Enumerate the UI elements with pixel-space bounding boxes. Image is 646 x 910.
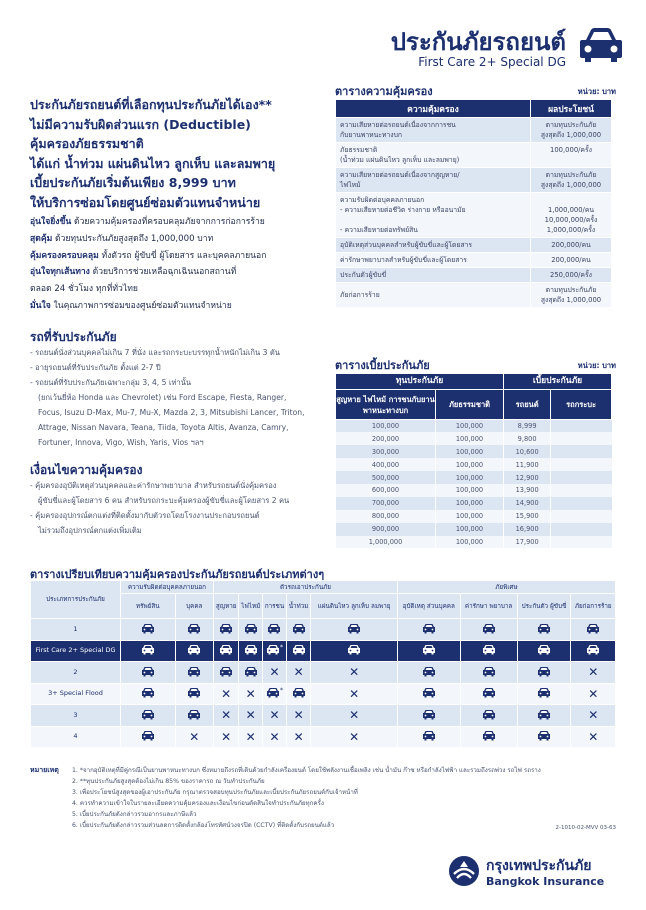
note-item: 6. เบี้ยประกันภัยดังกล่าวรวมส่วนลดการติดตั้งกล้องโทรทัศน์วงจรปิด (CCTV) ที่ติดตั้งกับรถยนต์แล้ว (72, 822, 335, 829)
benefit-point: ตลอด 24 ชั่วโมง ทุกที่ทั่วไทย (30, 284, 138, 295)
not-covered-x-icon: ✕ (263, 705, 287, 727)
premium-unit: หน่วย: บาท (577, 361, 616, 370)
covered-car-icon (175, 662, 213, 684)
premium-row (336, 523, 612, 536)
premium-cell: 13,900 (504, 484, 551, 497)
not-covered-x-icon: ✕ (286, 662, 310, 684)
coverage-title: ตารางความคุ้มครอง (335, 85, 433, 98)
conditions-list (30, 478, 325, 538)
comparison-row (31, 726, 616, 748)
premium-row (336, 510, 612, 523)
list-item: ผู้ขับขี่และผู้โดยสาร 6 คน สำหรับรถกระบะคุ้มครองผู้ขับขี่และผู้โดยสาร 2 คน (38, 495, 290, 505)
coverage-value: 250,000/ครั้ง (531, 268, 612, 283)
not-covered-x-icon: ✕ (213, 683, 238, 705)
coverage-row (336, 118, 612, 143)
covered-car-icon (239, 619, 263, 641)
benefit-point: สุดคุ้ม ด้วยทุนประกันภัยสูงสุดถึง 1,000,000 บาท (30, 233, 214, 244)
covered-car-icon (571, 619, 616, 641)
list-item: Focus, Isuzu D-Max, Mu-7, Mu-X, Mazda 2, 3, Mitsubishi Lancer, Triton, (38, 407, 305, 417)
coverage-value: ตามทุนประกันภัย สูงสุดถึง 1,000,000 (531, 118, 612, 143)
header (0, 0, 646, 80)
coverage-item: ค่ารักษาพยาบาลสำหรับผู้ขับขี่และผู้โดยสาร (336, 253, 531, 268)
comparison-col: สูญหาย (213, 594, 238, 619)
premium-col-truck: รถกระบะ (551, 390, 612, 420)
premium-cell: 400,000 (336, 458, 436, 471)
conditions-title: เงื่อนไขความคุ้มครอง (30, 462, 143, 477)
covered-car-icon (460, 662, 517, 684)
comparison-row (31, 705, 616, 727)
premium-cell: 100,000 (436, 445, 504, 458)
coverage-row (336, 168, 612, 193)
covered-car-icon (175, 619, 213, 641)
comparison-plan: 2 (31, 662, 121, 684)
covered-car-icon: * (263, 640, 287, 662)
list-item: - รถยนต์นั่งส่วนบุคคลไม่เกิน 7 ที่นั่ง และรถกระบะบรรทุกน้ำหนักไม่เกิน 3 ตัน (30, 347, 280, 357)
comparison-row (31, 662, 616, 684)
coverage-value: ตามทุนประกันภัย สูงสุดถึง 1,000,000 (531, 168, 612, 193)
not-covered-x-icon: ✕ (239, 726, 263, 748)
premium-cell: 100,000 (436, 471, 504, 484)
note-item: 3. เพื่อประโยชน์สูงสุดของผู้เอาประกันภัย กรุณาตรวจสอบทุนประกันภัยและเบี้ยประกันภัยรถยนต์กับเจ้าหน้าที่ (72, 789, 358, 796)
list-item: - คุ้มครองอุปกรณ์ตกแต่งที่ติดตั้งมากับตัวรถโดยโรงงานประกอบรถยนต์ (30, 510, 260, 520)
covered-car-icon (263, 619, 287, 641)
comparison-row (31, 683, 616, 705)
not-covered-x-icon: ✕ (213, 726, 238, 748)
list-item: ไม่รวมถึงอุปกรณ์ตกแต่งเพิ่มเติม (38, 525, 142, 535)
premium-cell (551, 420, 612, 433)
not-covered-x-icon: ✕ (213, 705, 238, 727)
comparison-plan: 3 (31, 705, 121, 727)
premium-cell (551, 484, 612, 497)
comparison-col: น้ำท่วม (286, 594, 310, 619)
covered-car-icon (460, 705, 517, 727)
covered-car-icon (517, 619, 571, 641)
company-logo (448, 853, 618, 893)
covered-car-icon (571, 640, 616, 662)
not-covered-x-icon: ✕ (286, 726, 310, 748)
comparison-col: แผ่นดินไหว ลูกเห็บ ลมพายุ (311, 594, 398, 619)
comparison-col: อุบัติเหตุ ส่วนบุคคล (397, 594, 460, 619)
comparison-plan: First Care 2+ Special DG (31, 640, 121, 662)
note-item: 4. ควรทำความเข้าใจในรายละเอียดความคุ้มครองและเงื่อนไขก่อนตัดสินใจทำประกันภัยทุกครั้ง (72, 800, 324, 807)
comparison-col: ไฟไหม้ (239, 594, 263, 619)
premium-head-premium: เบี้ยประกันภัย (504, 374, 612, 390)
premium-cell: 100,000 (436, 523, 504, 536)
document-code: 2-1010-02-MVV 03-63 (555, 825, 616, 831)
comparison-row (31, 619, 616, 641)
premium-row (336, 484, 612, 497)
covered-car-icon (213, 662, 238, 684)
coverage-unit: หน่วย: บาท (577, 87, 616, 96)
page-title: ประกันภัยรถยนต์ (390, 28, 566, 56)
coverage-item: ภัยก่อการร้าย (336, 283, 531, 308)
premium-cell: 100,000 (436, 510, 504, 523)
premium-cell: 14,900 (504, 497, 551, 510)
premium-cell: 15,900 (504, 510, 551, 523)
coverage-row (336, 193, 612, 238)
premium-cell (551, 510, 612, 523)
note-item: 5. เบี้ยประกันภัยดังกล่าวรวมอากรและภาษีแล้ว (72, 811, 197, 818)
covered-car-icon (460, 640, 517, 662)
premium-head-sum: ทุนประกันภัย (336, 374, 504, 390)
covered-car-icon (397, 705, 460, 727)
headline: เบี้ยประกันภัยเริ่มต้นเพียง 8,999 บาท (30, 175, 236, 190)
notes-list (72, 765, 620, 831)
coverage-value: ตามทุนประกันภัย สูงสุดถึง 1,000,000 (531, 283, 612, 308)
coverage-row (336, 238, 612, 253)
not-covered-x-icon: ✕ (571, 683, 616, 705)
premium-col-car: รถยนต์ (504, 390, 551, 420)
premium-cell: 600,000 (336, 484, 436, 497)
comparison-plan: 1 (31, 619, 121, 641)
covered-car-icon (397, 640, 460, 662)
comparison-group-extra: ภัยพิเศษ (397, 581, 615, 594)
premium-cell: 1,000,000 (336, 536, 436, 549)
covered-car-icon (175, 705, 213, 727)
covered-car-icon (175, 640, 213, 662)
covered-car-icon (517, 662, 571, 684)
coverage-item: ความรับผิดต่อบุคคลภายนอก - ความเสียหายต่อชีวิต ร่างกาย หรืออนามัย - ความเสียหายต่อทรัพย์สิน (336, 193, 531, 238)
benefit-point: อุ่นใจยิ่งขึ้น ด้วยความคุ้มครองที่ครอบคลุมภัยจากการก่อการร้าย (30, 217, 265, 227)
comparison-plan: 3+ Special Flood (31, 683, 121, 705)
comparison-col: ค่ารักษา พยาบาล (460, 594, 517, 619)
covered-car-icon (121, 640, 176, 662)
premium-col-loss: สูญหาย ไฟไหม้ การชนกับยานพาหนะทางบก (336, 390, 436, 420)
covered-car-icon (517, 640, 571, 662)
not-covered-x-icon: ✕ (286, 705, 310, 727)
list-item: - คุ้มครองอุบัติเหตุส่วนบุคคลและค่ารักษาพยาบาล สำหรับรถยนต์นั่งคุ้มครอง (30, 480, 277, 490)
eligible-title: รถที่รับประกันภัย (30, 329, 117, 344)
not-covered-x-icon: ✕ (311, 683, 398, 705)
covered-car-icon (286, 683, 310, 705)
headline: ได้แก่ น้ำท่วม แผ่นดินไหว ลูกเห็บ และลมพายุ (30, 155, 276, 171)
coverage-item: อุบัติเหตุส่วนบุคคลสำหรับผู้ขับขี่และผู้โดยสาร (336, 238, 531, 253)
coverage-value: 200,000/คน (531, 238, 612, 253)
product-name: First Care 2+ Special DG (418, 55, 566, 69)
coverage-item: ภัยธรรมชาติ (น้ำท่วม แผ่นดินไหว ลูกเห็บ และลมพายุ) (336, 143, 531, 168)
comparison-title: ตารางเปรียบเทียบความคุ้มครองประกันภัยรถยนต์ประเภทต่างๆ (30, 568, 325, 581)
premium-cell: 700,000 (336, 497, 436, 510)
premium-cell (551, 523, 612, 536)
benefit-point: มั่นใจ ในคุณภาพการซ่อมของศูนย์ซ่อมตัวแทนจำหน่าย (30, 300, 232, 311)
premium-cell: 16,900 (504, 523, 551, 536)
notes-label: หมายเหตุ (30, 766, 59, 774)
premium-cell: 10,600 (504, 445, 551, 458)
not-covered-x-icon: ✕ (263, 662, 287, 684)
premium-cell: 300,000 (336, 445, 436, 458)
premium-cell: 100,000 (436, 420, 504, 433)
covered-car-icon (121, 619, 176, 641)
premium-title: ตารางเบี้ยประกันภัย (335, 359, 430, 372)
comparison-col: การชน (263, 594, 287, 619)
not-covered-x-icon: ✕ (175, 726, 213, 748)
premium-row (336, 536, 612, 549)
coverage-item: ประกันตัวผู้ขับขี่ (336, 268, 531, 283)
premium-cell (551, 445, 612, 458)
not-covered-x-icon: ✕ (571, 705, 616, 727)
premium-cell: 100,000 (436, 497, 504, 510)
benefit-points (30, 214, 325, 315)
premium-cell: 100,000 (436, 432, 504, 445)
coverage-item: ความเสียหายต่อรถยนต์เนื่องจากการชน กับยานพาหนะทางบก (336, 118, 531, 143)
premium-cell: 800,000 (336, 510, 436, 523)
premium-cell: 100,000 (436, 536, 504, 549)
premium-col-nature: ภัยธรรมชาติ (436, 390, 504, 420)
covered-car-icon (311, 640, 398, 662)
coverage-row (336, 143, 612, 168)
comparison-row (31, 640, 616, 662)
note-item: 1. *จากอุบัติเหตุที่มีคู่กรณีเป็นยานพาหนะทางบก ซึ่งหมายถึงรถที่เดินด้วยกำลังเครื่องยนต์ โดยใช้พลังงานเชื้อเพลิง เช่น น้ำมัน ก๊าซ หรือกำลังไฟฟ้า และรวมถึงรถพ่วง รถไฟ รถราง (72, 767, 541, 774)
covered-car-icon (213, 619, 238, 641)
comparison-group-tp: ความรับผิดต่อบุคคลภายนอก (121, 581, 214, 594)
benefit-point: คุ้มครองครอบคลุม ทั้งตัวรถ ผู้ขับขี่ ผู้โดยสาร และบุคคลภายนอก (30, 250, 267, 261)
not-covered-x-icon: ✕ (571, 662, 616, 684)
covered-car-icon (121, 705, 176, 727)
list-item: Fortuner, Innova, Vigo, Wish, Yaris, Vios ฯลฯ (38, 437, 204, 447)
covered-car-icon (460, 726, 517, 748)
premium-cell: 100,000 (336, 420, 436, 433)
premium-cell: 17,900 (504, 536, 551, 549)
coverage-col-item: ความคุ้มครอง (336, 100, 531, 118)
intro-section (30, 95, 325, 538)
not-covered-x-icon: ✕ (311, 726, 398, 748)
premium-cell: 12,900 (504, 471, 551, 484)
logo-mark-icon (448, 855, 480, 887)
premium-row (336, 445, 612, 458)
covered-car-icon (121, 683, 176, 705)
premium-cell: 900,000 (336, 523, 436, 536)
covered-car-icon (286, 640, 310, 662)
list-item: (ยกเว้นยี่ห้อ Honda และ Chevrolet) เช่น Ford Escape, Fiesta, Ranger, (38, 392, 287, 402)
covered-car-icon (175, 683, 213, 705)
comparison-col: ประกันตัว ผู้ขับขี่ (517, 594, 571, 619)
headline: ให้บริการซ่อมโดยศูนย์ซ่อมตัวแทนจำหน่าย (30, 194, 261, 210)
covered-car-icon (517, 726, 571, 748)
eligible-list (30, 345, 325, 450)
note-item: 2. **ทุนประกันภัยสูงสุดต้องไม่เกิน 85% ของราคารถ ณ วันทำประกันภัย (72, 778, 265, 785)
covered-car-icon (213, 640, 238, 662)
premium-cell: 500,000 (336, 471, 436, 484)
comparison-col: ทรัพย์สิน (121, 594, 176, 619)
coverage-item: ความเสียหายต่อรถยนต์เนื่องจากสูญหาย/ ไฟไหม้ (336, 168, 531, 193)
premium-cell: 9,800 (504, 432, 551, 445)
covered-car-icon (239, 662, 263, 684)
covered-car-icon (121, 662, 176, 684)
covered-car-icon (239, 640, 263, 662)
headline: ประกันภัยรถยนต์ที่เลือกทุนประกันภัยได้เอง** (30, 97, 272, 112)
not-covered-x-icon: ✕ (239, 705, 263, 727)
not-covered-x-icon: ✕ (311, 705, 398, 727)
coverage-table (335, 99, 612, 308)
covered-car-icon (397, 662, 460, 684)
premium-row (336, 420, 612, 433)
comparison-col: บุคคล (175, 594, 213, 619)
headline: คุ้มครองภัยธรรมชาติ (30, 136, 144, 151)
comparison-table (30, 580, 616, 748)
company-name-th: กรุงเทพประกันภัย (486, 858, 592, 874)
car-icon (576, 24, 626, 64)
list-item: - รถยนต์ที่รับประกันภัยเฉพาะกลุ่ม 3, 4, 5 เท่านั้น (30, 377, 192, 387)
not-covered-x-icon: ✕ (263, 726, 287, 748)
comparison-col: ภัยก่อการร้าย (571, 594, 616, 619)
premium-cell: 8,999 (504, 420, 551, 433)
covered-car-icon (517, 705, 571, 727)
covered-car-icon (397, 726, 460, 748)
coverage-value: 1,000,000/คน 10,000,000/ครั้ง 1,000,000/ครั้ง (531, 193, 612, 238)
premium-cell (551, 497, 612, 510)
not-covered-x-icon: ✕ (571, 726, 616, 748)
coverage-value: 100,000/ครั้ง (531, 143, 612, 168)
not-covered-x-icon: ✕ (311, 662, 398, 684)
not-covered-x-icon: ✕ (239, 683, 263, 705)
premium-cell (551, 432, 612, 445)
premium-cell: 100,000 (436, 458, 504, 471)
coverage-col-benefit: ผลประโยชน์ (531, 100, 612, 118)
company-name-en: Bangkok Insurance (486, 875, 605, 888)
premium-row (336, 458, 612, 471)
covered-car-icon (286, 619, 310, 641)
list-item: - อายุรถยนต์ที่รับประกันภัย ตั้งแต่ 2-7 ปี (30, 362, 161, 372)
covered-car-icon (397, 683, 460, 705)
coverage-row (336, 283, 612, 308)
covered-car-icon: * (263, 683, 287, 705)
premium-row (336, 497, 612, 510)
covered-car-icon (460, 683, 517, 705)
premium-cell (551, 458, 612, 471)
covered-car-icon (311, 619, 398, 641)
benefit-point: อุ่นใจทุกเส้นทาง ด้วยบริการช่วยเหลือฉุกเฉินนอกสถานที่ (30, 267, 237, 278)
premium-cell (551, 471, 612, 484)
coverage-row (336, 268, 612, 283)
comparison-group-car: ตัวรถเอาประกันภัย (213, 581, 397, 594)
covered-car-icon (397, 619, 460, 641)
coverage-row (336, 253, 612, 268)
covered-car-icon (460, 619, 517, 641)
premium-cell: 200,000 (336, 432, 436, 445)
comparison-col-plan: ประเภทการประกันภัย (31, 581, 121, 619)
premium-table (335, 373, 612, 548)
premium-cell: 100,000 (436, 484, 504, 497)
premium-cell (551, 536, 612, 549)
headline: ไม่มีความรับผิดส่วนแรก (Deductible) (30, 116, 251, 132)
premium-row (336, 432, 612, 445)
comparison-plan: 4 (31, 726, 121, 748)
premium-cell: 11,900 (504, 458, 551, 471)
premium-row (336, 471, 612, 484)
coverage-value: 200,000/คน (531, 253, 612, 268)
covered-car-icon (517, 683, 571, 705)
covered-car-icon (121, 726, 176, 748)
list-item: Attrage, Nissan Navara, Teana, Tiida, Toyota Altis, Avanza, Camry, (38, 422, 289, 432)
